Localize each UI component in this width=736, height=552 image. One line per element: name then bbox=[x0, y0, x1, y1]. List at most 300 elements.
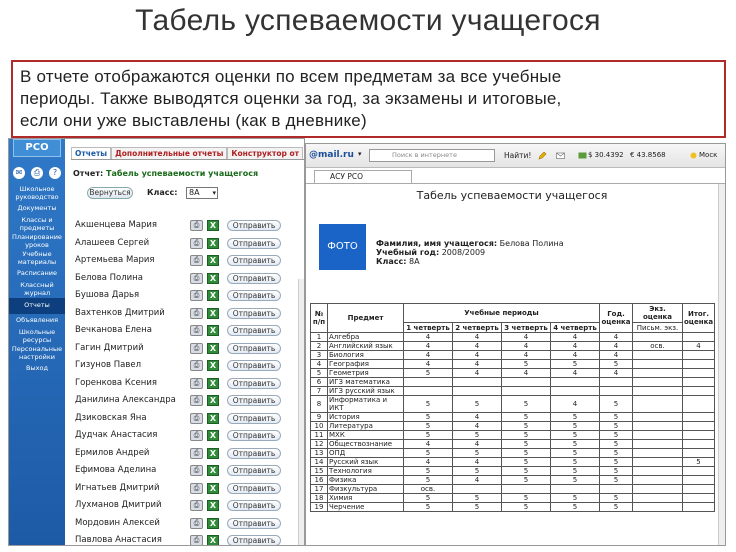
table-cell: 4 bbox=[551, 342, 600, 351]
mailru-logo[interactable]: @mail.ru bbox=[309, 150, 354, 160]
browser-tab[interactable]: АСУ РСО bbox=[314, 170, 412, 183]
sidebar-item-label: Выход bbox=[26, 364, 48, 373]
table-cell: 5 bbox=[311, 369, 328, 378]
excel-icon[interactable]: X bbox=[207, 360, 219, 371]
table-cell: 5 bbox=[404, 431, 453, 440]
table-cell bbox=[683, 387, 715, 396]
sidebar-item[interactable] bbox=[9, 250, 65, 267]
table-cell: 5 bbox=[453, 494, 502, 503]
browser-window bbox=[305, 143, 726, 546]
student-row bbox=[75, 516, 305, 534]
table-cell: 5 bbox=[404, 449, 453, 458]
student-row bbox=[75, 446, 305, 464]
printer-icon[interactable]: ⎙ bbox=[190, 518, 203, 529]
student-row bbox=[75, 376, 305, 394]
eur-rate[interactable]: € 43.8568 bbox=[630, 151, 666, 159]
header-number: № п/п bbox=[311, 304, 328, 333]
printer-icon[interactable]: ⎙ bbox=[190, 500, 203, 511]
table-cell bbox=[404, 387, 453, 396]
table-cell bbox=[551, 378, 600, 387]
student-row bbox=[75, 218, 305, 236]
send-button[interactable]: Отправить bbox=[227, 413, 281, 424]
table-cell bbox=[633, 449, 683, 458]
printer-icon[interactable]: ⎙ bbox=[190, 290, 203, 301]
table-row bbox=[311, 378, 715, 387]
scrollbar[interactable] bbox=[298, 279, 305, 546]
table-row bbox=[311, 431, 715, 440]
send-button[interactable]: Отправить bbox=[227, 430, 281, 441]
printer-icon[interactable]: ⎙ bbox=[190, 448, 203, 459]
header-year-grade: Год. оценка bbox=[600, 304, 633, 333]
table-cell bbox=[502, 485, 551, 494]
table-cell: МХК bbox=[328, 431, 404, 440]
table-cell bbox=[600, 387, 633, 396]
sidebar-item[interactable] bbox=[9, 345, 65, 362]
table-row bbox=[311, 360, 715, 369]
table-row bbox=[311, 396, 715, 413]
send-button[interactable]: Отправить bbox=[227, 395, 281, 406]
table-cell bbox=[683, 440, 715, 449]
table-cell: 4 bbox=[551, 351, 600, 360]
table-cell: 4 bbox=[404, 333, 453, 342]
table-cell bbox=[683, 467, 715, 476]
excel-icon[interactable]: X bbox=[207, 273, 219, 284]
table-cell: 5 bbox=[600, 396, 633, 413]
table-cell: Обществознание bbox=[328, 440, 404, 449]
mail-icon[interactable]: ✉ bbox=[13, 167, 25, 179]
table-cell bbox=[453, 485, 502, 494]
header-q2: 2 четверть bbox=[453, 323, 502, 333]
table-cell: 5 bbox=[502, 503, 551, 512]
table-cell: 14 bbox=[311, 458, 328, 467]
send-button[interactable]: Отправить bbox=[227, 360, 281, 371]
table-row bbox=[311, 503, 715, 512]
table-cell bbox=[683, 378, 715, 387]
printer-icon[interactable]: ⎙ bbox=[190, 413, 203, 424]
sidebar-item-label: Учебные материалы bbox=[17, 250, 57, 266]
table-cell: 5 bbox=[683, 458, 715, 467]
header-subject: Предмет bbox=[328, 304, 404, 333]
table-cell: 5 bbox=[502, 476, 551, 485]
student-name[interactable]: Акшенцева Мария bbox=[75, 220, 158, 230]
student-name[interactable]: Горенкова Ксения bbox=[75, 377, 157, 388]
student-name[interactable]: Дзиковская Яна bbox=[75, 412, 147, 423]
table-cell: Английский язык bbox=[328, 342, 404, 351]
sidebar bbox=[9, 139, 65, 546]
table-row bbox=[311, 369, 715, 378]
school-year-label: Учебный год: bbox=[376, 248, 440, 257]
student-row bbox=[75, 236, 305, 254]
send-button[interactable]: Отправить bbox=[227, 483, 281, 494]
send-button[interactable]: Отправить bbox=[227, 343, 281, 354]
student-row bbox=[75, 306, 305, 324]
sidebar-menu bbox=[9, 185, 65, 376]
printer-icon[interactable]: ⎙ bbox=[190, 343, 203, 354]
rso-logo[interactable]: РСО bbox=[13, 139, 61, 157]
printer-icon[interactable]: ⎙ bbox=[190, 255, 203, 266]
print-icon[interactable]: ⎙ bbox=[31, 167, 43, 179]
table-cell: 4 bbox=[453, 476, 502, 485]
student-list bbox=[75, 218, 305, 546]
table-cell: Литература bbox=[328, 422, 404, 431]
table-row bbox=[311, 351, 715, 360]
school-year: 2008/2009 bbox=[441, 248, 486, 257]
table-cell: 5 bbox=[404, 476, 453, 485]
header-q4: 4 четверть bbox=[551, 323, 600, 333]
table-cell: 1 bbox=[311, 333, 328, 342]
printer-icon[interactable]: ⎙ bbox=[190, 325, 203, 336]
student-row bbox=[75, 498, 305, 516]
sidebar-item[interactable] bbox=[9, 233, 65, 250]
table-cell: 2 bbox=[311, 342, 328, 351]
browser-toolbar bbox=[306, 144, 726, 168]
description-line: периоды. Также выводятся оценки за год, за экзамены и итоговые, bbox=[20, 89, 562, 108]
student-row bbox=[75, 271, 305, 289]
sidebar-item-label: Объявления bbox=[16, 316, 58, 325]
printer-icon[interactable]: ⎙ bbox=[190, 273, 203, 284]
table-cell: 4 bbox=[600, 342, 633, 351]
send-button[interactable]: Отправить bbox=[227, 220, 281, 231]
tab-reports[interactable]: Отчеты bbox=[71, 147, 111, 159]
table-cell: 4 bbox=[502, 369, 551, 378]
student-row bbox=[75, 341, 305, 359]
table-cell: 5 bbox=[453, 396, 502, 413]
table-cell bbox=[633, 360, 683, 369]
table-cell: 5 bbox=[502, 413, 551, 422]
printer-icon[interactable]: ⎙ bbox=[190, 395, 203, 406]
table-cell: 5 bbox=[502, 467, 551, 476]
student-row bbox=[75, 481, 305, 499]
table-cell bbox=[502, 387, 551, 396]
sidebar-item-label: Отчеты bbox=[24, 301, 50, 310]
sidebar-item-label: Классный журнал bbox=[20, 281, 54, 297]
table-cell bbox=[683, 396, 715, 413]
grades-table bbox=[310, 303, 715, 512]
excel-icon[interactable]: X bbox=[207, 518, 219, 529]
table-row bbox=[311, 387, 715, 396]
table-cell bbox=[683, 494, 715, 503]
table-cell: 4 bbox=[502, 351, 551, 360]
printer-icon[interactable]: ⎙ bbox=[190, 535, 203, 546]
student-name[interactable]: Вахтенков Дмитрий bbox=[75, 307, 165, 318]
send-button[interactable]: Отправить bbox=[227, 465, 281, 476]
sidebar-item-label: Планирование уроков bbox=[12, 233, 62, 249]
student-name[interactable]: Белова Полина bbox=[75, 272, 143, 283]
report-prefix: Отчет: bbox=[73, 169, 104, 178]
table-cell: 4 bbox=[453, 333, 502, 342]
report-name: Табель успеваемости учащегося bbox=[106, 169, 259, 178]
table-cell bbox=[683, 476, 715, 485]
tab-divider bbox=[71, 159, 305, 160]
printer-icon[interactable]: ⎙ bbox=[190, 483, 203, 494]
table-cell: 5 bbox=[404, 503, 453, 512]
weather-city[interactable]: Моск bbox=[699, 151, 718, 159]
table-cell: 3 bbox=[311, 351, 328, 360]
table-cell: 12 bbox=[311, 440, 328, 449]
table-cell bbox=[633, 503, 683, 512]
excel-icon[interactable]: X bbox=[207, 290, 219, 301]
excel-icon[interactable]: X bbox=[207, 395, 219, 406]
table-cell: 5 bbox=[600, 467, 633, 476]
weather-icon bbox=[689, 151, 698, 160]
table-cell: 4 bbox=[453, 351, 502, 360]
table-cell: 4 bbox=[600, 351, 633, 360]
table-cell: 4 bbox=[404, 342, 453, 351]
student-name[interactable]: Гизунов Павел bbox=[75, 360, 141, 370]
table-cell: 11 bbox=[311, 431, 328, 440]
table-cell bbox=[600, 485, 633, 494]
student-name[interactable]: Артемьева Мария bbox=[75, 255, 155, 265]
table-cell: 4 bbox=[453, 342, 502, 351]
student-row bbox=[75, 288, 305, 306]
table-cell bbox=[551, 387, 600, 396]
table-cell bbox=[633, 378, 683, 387]
table-cell: 5 bbox=[404, 413, 453, 422]
student-row bbox=[75, 393, 305, 411]
sidebar-item[interactable] bbox=[9, 267, 65, 281]
table-row bbox=[311, 485, 715, 494]
student-row bbox=[75, 428, 305, 446]
header-written-exam: Письм. экз. bbox=[633, 323, 683, 333]
excel-icon[interactable]: X bbox=[207, 343, 219, 354]
table-cell: 13 bbox=[311, 449, 328, 458]
tab-report-constructor[interactable]: Конструктор от bbox=[227, 147, 303, 159]
student-name[interactable]: Ермилов Андрей bbox=[75, 447, 150, 458]
table-cell: ИГЗ русский язык bbox=[328, 387, 404, 396]
send-button[interactable]: Отправить bbox=[227, 290, 281, 301]
table-cell: География bbox=[328, 360, 404, 369]
table-row bbox=[311, 467, 715, 476]
search-input[interactable]: Поиск в интернете bbox=[369, 149, 495, 162]
table-cell bbox=[600, 378, 633, 387]
table-cell: 5 bbox=[551, 476, 600, 485]
chevron-down-icon[interactable]: ▾ bbox=[358, 150, 362, 158]
table-cell bbox=[633, 440, 683, 449]
send-button[interactable]: Отправить bbox=[227, 518, 281, 529]
sidebar-item[interactable] bbox=[9, 216, 65, 233]
excel-icon[interactable]: X bbox=[207, 308, 219, 319]
printer-icon[interactable]: ⎙ bbox=[190, 360, 203, 371]
table-cell: 5 bbox=[404, 422, 453, 431]
table-cell: 5 bbox=[502, 458, 551, 467]
sidebar-item[interactable] bbox=[9, 362, 65, 376]
send-button[interactable]: Отправить bbox=[227, 325, 281, 336]
table-cell: 5 bbox=[551, 413, 600, 422]
table-cell: 4 bbox=[453, 360, 502, 369]
rso-app-window bbox=[8, 138, 305, 546]
table-cell: 5 bbox=[404, 494, 453, 503]
table-cell: 17 bbox=[311, 485, 328, 494]
table-cell bbox=[683, 485, 715, 494]
sidebar-item[interactable] bbox=[9, 298, 65, 314]
student-name[interactable]: Дудчак Анастасия bbox=[75, 430, 158, 440]
student-name[interactable]: Гагин Дмитрий bbox=[75, 342, 144, 353]
student-row bbox=[75, 411, 305, 429]
table-cell: 4 bbox=[404, 351, 453, 360]
table-cell bbox=[633, 485, 683, 494]
scrollbar[interactable] bbox=[718, 184, 726, 546]
table-cell: Физика bbox=[328, 476, 404, 485]
table-cell: 8 bbox=[311, 396, 328, 413]
table-cell bbox=[633, 369, 683, 378]
excel-icon[interactable]: X bbox=[207, 500, 219, 511]
tab-additional-reports[interactable]: Дополнительные отчеты bbox=[111, 147, 227, 159]
table-cell: Русский язык bbox=[328, 458, 404, 467]
edit-icon[interactable] bbox=[538, 151, 547, 160]
table-cell bbox=[683, 369, 715, 378]
table-cell bbox=[633, 351, 683, 360]
slide-title: Табель успеваемости учащегося bbox=[135, 4, 601, 37]
help-icon[interactable]: ? bbox=[49, 167, 61, 179]
header-final-grade: Итог. оценка bbox=[683, 304, 715, 333]
table-cell: Черчение bbox=[328, 503, 404, 512]
table-cell: 5 bbox=[600, 413, 633, 422]
student-name[interactable]: Лухманов Дмитрий bbox=[75, 500, 162, 510]
sidebar-item-label: Документы bbox=[17, 204, 57, 213]
student-name[interactable]: Бушова Дарья bbox=[75, 290, 140, 300]
table-cell: 5 bbox=[453, 503, 502, 512]
student-info bbox=[376, 239, 564, 266]
excel-icon[interactable]: X bbox=[207, 378, 219, 389]
report-page bbox=[306, 183, 726, 546]
excel-icon[interactable]: X bbox=[207, 465, 219, 476]
table-cell: 5 bbox=[404, 396, 453, 413]
table-cell bbox=[683, 449, 715, 458]
table-cell: 5 bbox=[551, 449, 600, 458]
table-cell: 5 bbox=[502, 440, 551, 449]
excel-icon[interactable]: X bbox=[207, 413, 219, 424]
student-name[interactable]: Игнатьев Дмитрий bbox=[75, 482, 160, 493]
table-cell: 5 bbox=[551, 440, 600, 449]
table-cell: 5 bbox=[404, 467, 453, 476]
table-cell: Химия bbox=[328, 494, 404, 503]
sidebar-item[interactable] bbox=[9, 281, 65, 298]
table-cell: Технология bbox=[328, 467, 404, 476]
table-cell bbox=[633, 431, 683, 440]
table-cell: ОПД bbox=[328, 449, 404, 458]
back-button[interactable]: Вернуться bbox=[87, 187, 133, 199]
table-cell: 18 bbox=[311, 494, 328, 503]
report-heading bbox=[73, 169, 258, 178]
table-cell: 4 bbox=[404, 458, 453, 467]
table-cell bbox=[683, 333, 715, 342]
header-q3: 3 четверть bbox=[502, 323, 551, 333]
excel-icon[interactable]: X bbox=[207, 220, 219, 231]
header-q1: 1 четверть bbox=[404, 323, 453, 333]
printer-icon[interactable]: ⎙ bbox=[190, 378, 203, 389]
sidebar-item-label: Школьное руководство bbox=[15, 185, 59, 201]
usd-rate[interactable]: $ 30.4392 bbox=[588, 151, 624, 159]
send-button[interactable]: Отправить bbox=[227, 308, 281, 319]
excel-icon[interactable]: X bbox=[207, 255, 219, 266]
table-cell: 5 bbox=[453, 431, 502, 440]
sidebar-item-label: Персональные настройки bbox=[11, 345, 63, 361]
table-cell: 4 bbox=[551, 333, 600, 342]
header-exam-grade: Экз. оценка bbox=[633, 304, 683, 323]
table-cell bbox=[683, 422, 715, 431]
send-button[interactable]: Отправить bbox=[227, 255, 281, 266]
table-cell: 16 bbox=[311, 476, 328, 485]
table-cell: 5 bbox=[600, 494, 633, 503]
table-cell bbox=[683, 503, 715, 512]
table-cell bbox=[404, 378, 453, 387]
table-cell: 19 bbox=[311, 503, 328, 512]
table-cell: 5 bbox=[600, 360, 633, 369]
table-row bbox=[311, 449, 715, 458]
table-cell: История bbox=[328, 413, 404, 422]
printer-icon[interactable]: ⎙ bbox=[190, 238, 203, 249]
sidebar-item[interactable] bbox=[9, 314, 65, 328]
table-cell bbox=[633, 413, 683, 422]
student-name[interactable]: Алашеев Сергей bbox=[75, 237, 150, 248]
mail-icon[interactable] bbox=[556, 151, 565, 160]
table-cell: 5 bbox=[502, 360, 551, 369]
table-cell: 5 bbox=[551, 503, 600, 512]
table-cell: 5 bbox=[551, 431, 600, 440]
table-cell bbox=[633, 387, 683, 396]
send-button[interactable]: Отправить bbox=[227, 448, 281, 459]
send-button[interactable]: Отправить bbox=[227, 273, 281, 284]
reports-tabs bbox=[71, 147, 303, 159]
table-cell: 5 bbox=[502, 396, 551, 413]
grades-body bbox=[311, 333, 715, 512]
student-name[interactable]: Ефимова Аделина bbox=[75, 465, 157, 475]
student-name[interactable]: Мордовин Алексей bbox=[75, 517, 160, 528]
excel-icon[interactable]: X bbox=[207, 448, 219, 459]
send-button[interactable]: Отправить bbox=[227, 238, 281, 249]
table-cell: 5 bbox=[502, 422, 551, 431]
find-button[interactable]: Найти! bbox=[504, 151, 532, 160]
table-cell: 5 bbox=[551, 467, 600, 476]
table-cell: 5 bbox=[600, 503, 633, 512]
send-button[interactable]: Отправить bbox=[227, 378, 281, 389]
sidebar-item[interactable] bbox=[9, 328, 65, 345]
sidebar-item[interactable] bbox=[9, 202, 65, 216]
header-periods: Учебные периоды bbox=[404, 304, 600, 323]
sidebar-item[interactable] bbox=[9, 185, 65, 202]
table-cell: Физкультура bbox=[328, 485, 404, 494]
printer-icon[interactable]: ⎙ bbox=[190, 465, 203, 476]
table-cell bbox=[551, 485, 600, 494]
excel-icon[interactable]: X bbox=[207, 238, 219, 249]
student-name[interactable]: Вечканова Елена bbox=[75, 325, 152, 335]
printer-icon[interactable]: ⎙ bbox=[190, 430, 203, 441]
student-name: Белова Полина bbox=[499, 239, 564, 248]
printer-icon[interactable]: ⎙ bbox=[190, 220, 203, 231]
table-cell: 5 bbox=[600, 431, 633, 440]
excel-icon[interactable]: X bbox=[207, 483, 219, 494]
excel-icon[interactable]: X bbox=[207, 325, 219, 336]
send-button[interactable]: Отправить bbox=[227, 500, 281, 511]
send-button[interactable]: Отправить bbox=[227, 535, 281, 546]
printer-icon[interactable]: ⎙ bbox=[190, 308, 203, 319]
reports-panel bbox=[65, 139, 305, 546]
table-cell: Алгебра bbox=[328, 333, 404, 342]
table-cell: 5 bbox=[600, 476, 633, 485]
student-row bbox=[75, 463, 305, 481]
class-select[interactable]: 8А ▾ bbox=[186, 187, 218, 199]
table-cell: 5 bbox=[551, 494, 600, 503]
table-cell bbox=[453, 378, 502, 387]
table-cell: 5 bbox=[453, 449, 502, 458]
table-cell: 4 bbox=[502, 342, 551, 351]
student-name[interactable]: Павлова Анастасия bbox=[75, 535, 162, 545]
table-cell: 5 bbox=[551, 422, 600, 431]
student-name[interactable]: Данилина Александра bbox=[75, 395, 176, 405]
excel-icon[interactable]: X bbox=[207, 430, 219, 441]
report-title: Табель успеваемости учащегося bbox=[416, 189, 608, 202]
excel-icon[interactable]: X bbox=[207, 535, 219, 546]
